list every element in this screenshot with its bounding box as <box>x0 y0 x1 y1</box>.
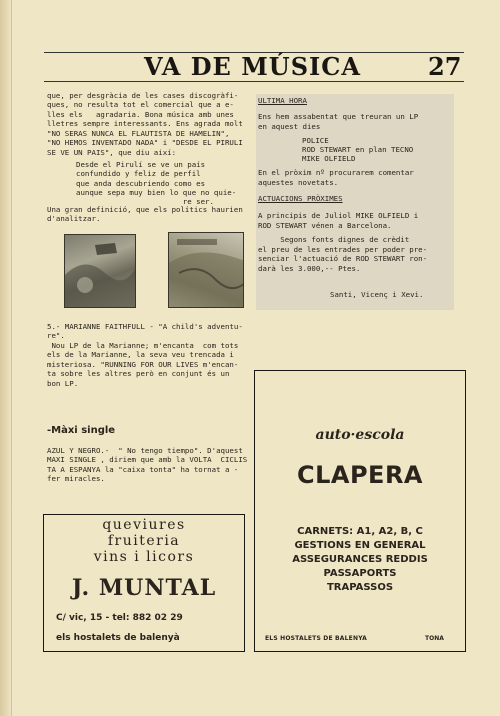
body-line: d'analitzar. <box>47 214 101 223</box>
maxi-line: MAXI SINGLE , diriem que amb la VOLTA CICLIS <box>47 455 248 464</box>
news-line: en aquest dies <box>258 122 321 131</box>
concert-line: senciar l'actuació de ROD STEWART ron- <box>258 254 428 263</box>
lyrics-line: re ser. <box>76 197 214 206</box>
body-line: Una gran definició, que els polítics haurien <box>47 205 243 214</box>
review-line: els de la Marianne, la seva veu trencada i <box>47 350 234 359</box>
magazine-page <box>12 0 500 716</box>
advert-town: els hostalets de balenyà <box>56 633 180 643</box>
advert-service: ASSEGURANCES REDDIS <box>292 554 428 565</box>
concert-line: A principis de Juliol MIKE OLFIELD i <box>258 211 419 220</box>
album-cover-art <box>65 235 136 308</box>
lyrics-line: Desde el Pirulí se ve un país <box>76 160 206 169</box>
advert-shop-name: J. MUNTAL <box>71 575 217 601</box>
concert-line: Segons fonts dignes de crèdit <box>258 235 410 244</box>
review-line: misteriosa. "RUNNING FOR OUR LIVES m'encan- <box>47 360 239 369</box>
header-rule <box>44 81 464 82</box>
advert-line: vins i licors <box>93 549 195 565</box>
review-line: 5.- MARIANNE FAITHFULL - "A child's adventu- <box>47 322 243 331</box>
news-line: Ens hem assabentat que treuran un LP <box>258 112 419 121</box>
intro-line: "NO HEMOS INVENTADO NADA" i "DESDE EL PIRULI <box>47 138 243 147</box>
intro-line: SE VE UN PAIS", que diu així: <box>47 148 177 157</box>
advert-service: CARNETS: A1, A2, B, C <box>297 526 423 537</box>
review-line: re". <box>47 331 65 340</box>
album-cover-photo <box>168 232 244 308</box>
review-line: Nou LP de la Marianne; m'encanta com tots <box>47 341 239 350</box>
concert-line: el preu de les entrades per poder pre- <box>258 245 428 254</box>
advert-service: TRAPASSOS <box>326 582 394 593</box>
maxi-single-heading: -Màxi single <box>47 425 116 436</box>
lyrics-line: que anda descubriendo como es <box>76 179 206 188</box>
news-list-item: MIKE OLFIELD <box>302 154 356 163</box>
maxi-line: fer miracles. <box>47 474 105 483</box>
review-line: ta sobre les altres però en conjunt és un <box>47 369 230 378</box>
advert-services-list <box>255 525 465 595</box>
concert-line: darà les 3.000,-- Ptes. <box>258 264 361 273</box>
lyrics-line: aunque sepa muy bien lo que no quie- <box>76 188 237 197</box>
advert-service: PASSAPORTS <box>323 568 397 579</box>
advert-footer-town: TONA <box>425 635 444 642</box>
concert-line: ROD STEWART vénen a Barcelona. <box>258 221 392 230</box>
authors-signature: Santi, Vicenç i Xevi. <box>330 290 424 299</box>
ultima-hora-heading: ULTIMA HORA <box>258 96 307 105</box>
news-line: aquestes novetats. <box>258 178 339 187</box>
advert-address: C/ vic, 15 - tel: 882 02 29 <box>56 613 183 623</box>
maxi-line: AZUL Y NEGRO.- " No tengo tiempo". D'aquest <box>47 446 243 455</box>
maxi-line: TA A ESPANYA la "caixa tonta" ha tornat a - <box>47 465 239 474</box>
binding-edge <box>0 0 12 716</box>
intro-line: "NO SERAS NUNCA EL FLAUTISTA DE HAMELIN", <box>47 129 230 138</box>
advert-line: fruiteria <box>107 533 181 549</box>
lyrics-line: confundido y feliz de perfil <box>76 169 201 178</box>
review-line: bon LP. <box>47 379 79 388</box>
advert-footer-town: ELS HOSTALETS DE BALENYA <box>265 635 368 642</box>
page-number: 27 <box>428 52 462 81</box>
news-line: En el pròxim nº procurarem comentar <box>258 168 414 177</box>
advert-business-name: CLAPERA <box>296 461 424 489</box>
intro-line: lletres sempre interessants. Ens agrada molt <box>47 119 243 128</box>
actuacions-heading: ACTUACIONS PRÒXIMES <box>258 194 343 203</box>
clapera-driving-school-advert <box>254 370 466 652</box>
advert-line: queviures <box>102 517 186 533</box>
intro-line: lles els agradaria. Bona música amb unes <box>47 110 234 119</box>
advert-service: GESTIONS EN GENERAL <box>294 540 426 551</box>
news-list-item: POLICE <box>302 136 329 145</box>
section-title: VA DE MÚSICA <box>144 52 361 81</box>
album-cover-art <box>169 233 244 308</box>
news-list-item: ROD STEWART en plan TECNO <box>302 145 414 154</box>
advert-brand: auto·escola <box>315 427 405 443</box>
album-cover-photo <box>64 234 136 308</box>
intro-line: ques, no resulta tot el comercial que a e- <box>47 100 234 109</box>
muntal-shop-advert <box>43 514 245 652</box>
intro-line: que, per desgràcia de les cases discogràfi- <box>47 91 239 100</box>
